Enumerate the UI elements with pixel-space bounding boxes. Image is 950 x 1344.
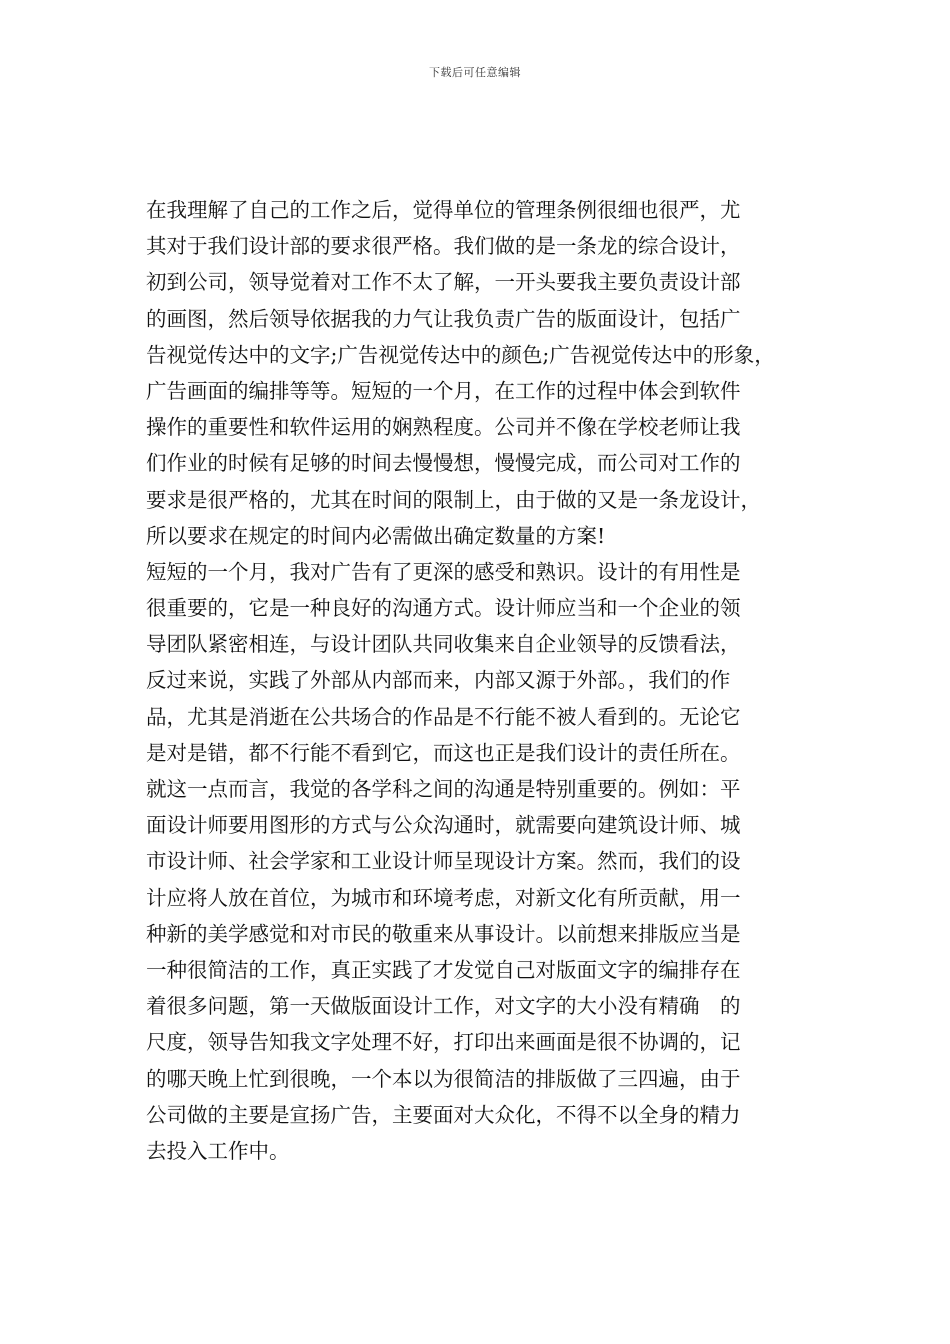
text-line: 的画图，然后领导依据我的力气让我负责广告的版面设计，包括广 — [146, 306, 741, 331]
text-line: 就这一点而言，我觉的各学科之间的沟通是特别重要的。例如：平 — [146, 777, 741, 801]
text-line: 反过来说，实践了外部从内部而来，内部又源于外部。，我们的作 — [146, 668, 731, 693]
text-line: 们作业的时候有足够的时间去慢慢想，慢慢完成，而公司对工作的 — [146, 451, 741, 476]
text-line: 所以要求在规定的时间内必需做出确定数量的方案! — [146, 523, 606, 548]
text-line: 操作的重要性和软件运用的娴熟程度。公司并不像在学校老师让我 — [146, 415, 741, 440]
text-line: 面设计师要用图形的方式与公众沟通时，就需要向建筑设计师、城 — [146, 813, 741, 838]
page-header: 下载后可任意编辑 — [429, 66, 521, 79]
text-line: 是对是错，都不行能不看到它，而这也正是我们设计的责任所在。 — [146, 740, 741, 765]
text-line: 去投入工作中。 — [146, 1138, 290, 1163]
text-line: 其对于我们设计部的要求很严格。我们做的是一条龙的综合设计， — [146, 234, 741, 259]
text-line: 要求是很严格的，尤其在时间的限制上，由于做的又是一条龙设计， — [146, 487, 761, 512]
text-line: 公司做的主要是宣扬广告，主要面对大众化，不得不以全身的精力 — [146, 1102, 741, 1127]
text-line: 初到公司，领导觉着对工作不太了解，一开头要我主要负责设计部 — [146, 270, 741, 295]
text-line: 一种很简洁的工作，真正实践了才发觉自己对版面文字的编排存在 — [146, 957, 741, 982]
text-line: 短短的一个月，我对广告有了更深的感受和熟识。设计的有用性是 — [146, 559, 741, 584]
document-body — [146, 192, 826, 1169]
text-line: 计应将人放在首位，为城市和环境考虑，对新文化有所贡献，用一 — [146, 885, 741, 910]
text-line: 很重要的，它是一种良好的沟通方式。设计师应当和一个企业的领 — [146, 596, 741, 621]
text-line: 在我理解了自己的工作之后，觉得单位的管理条例很细也很严，尤 — [146, 198, 741, 222]
text-line: 告视觉传达中的文字;广告视觉传达中的颜色;广告视觉传达中的形象， — [146, 342, 775, 367]
text-line: 的哪天晚上忙到很晚，一个本以为很简洁的排版做了三四遍，由于 — [146, 1066, 741, 1091]
text-line: 导团队紧密相连，与设计团队共同收集来自企业领导的反馈看法， — [146, 632, 741, 657]
text-line: 着很多问题，第一天做版面设计工作，对文字的大小没有精确 的 — [146, 994, 741, 1019]
text-line: 品，尤其是消逝在公共场合的作品是不行能不被人看到的。无论它 — [146, 704, 741, 729]
text-line: 尺度，领导告知我文字处理不好，打印出来画面是很不协调的，记 — [146, 1030, 741, 1055]
text-line: 种新的美学感觉和对市民的敬重来从事设计。以前想来排版应当是 — [146, 921, 741, 946]
text-line: 广告画面的编排等等。短短的一个月，在工作的过程中体会到软件 — [146, 378, 741, 403]
text-line: 市设计师、社会学家和工业设计师呈现设计方案。然而，我们的设 — [146, 849, 741, 874]
